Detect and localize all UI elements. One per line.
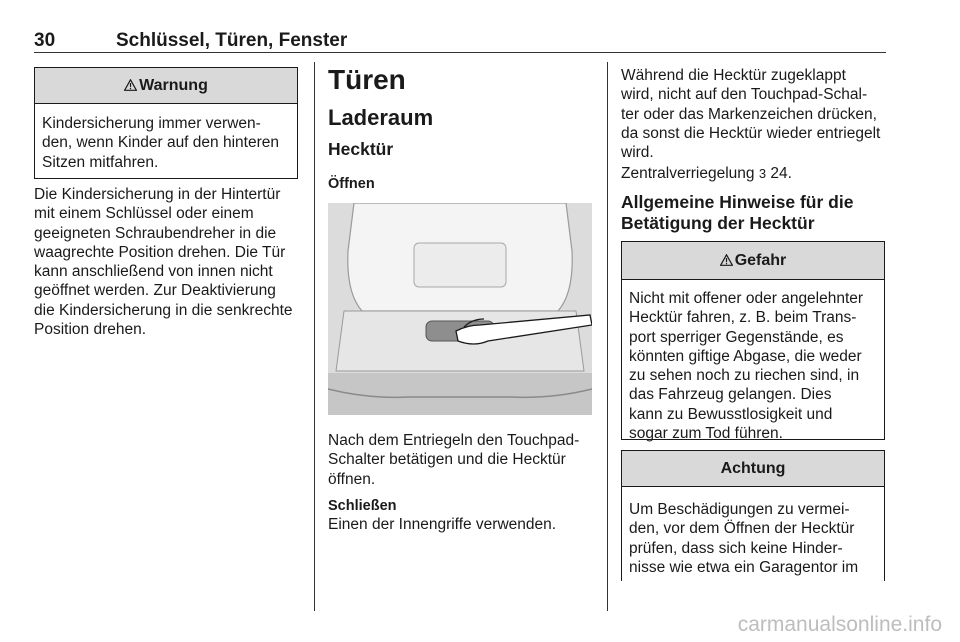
text-line: die Kindersicherung in die senkrechte bbox=[34, 301, 293, 319]
heading-general-notes bbox=[621, 192, 853, 234]
page-header bbox=[34, 30, 886, 52]
caution-box bbox=[621, 450, 885, 581]
text-line: Nicht mit offener oder angelehnter bbox=[629, 290, 864, 307]
text-line: Kindersicherung immer verwen- bbox=[42, 115, 261, 132]
danger-box-title: Gefahr bbox=[734, 252, 787, 269]
text-line: geeigneten Schraubendreher in die bbox=[34, 224, 277, 242]
heading-line: Allgemeine Hinweise für die bbox=[621, 192, 854, 212]
section-heading-tueren: Türen bbox=[328, 64, 406, 95]
danger-box-header bbox=[622, 242, 884, 280]
caution-box-header bbox=[622, 451, 884, 487]
caution-box-title: Achtung bbox=[720, 460, 786, 477]
text-line: sogar zum Tod führen. bbox=[629, 425, 783, 443]
warning-triangle-icon bbox=[124, 79, 137, 91]
unlock-instructions bbox=[328, 431, 600, 489]
text-line: mit einem Schlüssel oder einem bbox=[34, 205, 254, 223]
text-line: Position drehen. bbox=[34, 321, 147, 339]
text-line: könnten giftige Abgase, die weder bbox=[629, 347, 862, 365]
text-line: kann zu Bewusstlosigkeit und bbox=[629, 405, 833, 423]
page-number: 30 bbox=[34, 30, 56, 51]
heading-hecktuer: Hecktür bbox=[328, 139, 394, 159]
reference-label: Zentralverriegelung bbox=[621, 165, 755, 182]
close-instructions: Einen der Innengriffe verwenden. bbox=[328, 516, 557, 533]
text-line: den, wenn Kinder auf den hinteren bbox=[42, 134, 279, 152]
heading-oeffnen: Öffnen bbox=[328, 176, 375, 192]
text-line: das Fahrzeug gelangen. Dies bbox=[629, 386, 832, 404]
text-line: wird, nicht auf den Touchpad-Schal- bbox=[621, 86, 868, 104]
text-line: nisse wie etwa ein Garagentor im bbox=[629, 558, 859, 576]
page-title: Schlüssel, Türen, Fenster bbox=[116, 30, 348, 51]
text-line: den, vor dem Öffnen der Hecktür bbox=[629, 520, 855, 538]
text-line: Schalter betätigen und die Hecktür bbox=[328, 451, 566, 469]
heading-line: Betätigung der Hecktür bbox=[621, 213, 815, 233]
text-line: kann anschließend von innen nicht bbox=[34, 263, 273, 281]
warning-box bbox=[34, 67, 298, 179]
tailgate-closing-paragraph bbox=[621, 66, 893, 162]
warning-box-title: Warnung bbox=[139, 77, 208, 94]
text-line: da sonst die Hecktür wieder entriegelt bbox=[621, 124, 881, 142]
subsection-heading-laderaum: Laderaum bbox=[328, 105, 434, 130]
warning-triangle-icon bbox=[720, 254, 733, 266]
column-divider bbox=[607, 62, 608, 611]
text-line: prüfen, dass sich keine Hinder- bbox=[629, 539, 843, 557]
text-line: wird. bbox=[621, 144, 654, 162]
text-line: Um Beschädigungen zu vermei- bbox=[629, 501, 850, 518]
header-rule bbox=[34, 52, 886, 53]
danger-box bbox=[621, 241, 885, 443]
warning-box-text bbox=[35, 104, 297, 172]
child-lock-paragraph bbox=[34, 185, 306, 339]
reference-arrow-icon: 3 bbox=[758, 166, 767, 181]
text-line: Hecktür fahren, z. B. beim Trans- bbox=[629, 309, 857, 327]
watermark: carmanualsonline.info bbox=[737, 613, 942, 636]
text-line: port sperriger Gegenstände, es bbox=[629, 328, 844, 346]
warning-box-header bbox=[35, 68, 297, 104]
text-line: Sitzen mitfahren. bbox=[42, 153, 159, 171]
text-line: waagrechte Position drehen. Die Tür bbox=[34, 243, 286, 261]
tailgate-illustration bbox=[328, 203, 592, 415]
text-line: Die Kindersicherung in der Hintertür bbox=[34, 186, 281, 203]
cross-reference bbox=[621, 164, 792, 183]
text-line: zu sehen noch zu riechen sind, in bbox=[629, 367, 860, 385]
heading-schliessen: Schließen bbox=[328, 498, 397, 514]
text-line: ter oder das Markenzeichen drücken, bbox=[621, 105, 877, 123]
text-line: Während die Hecktür zugeklappt bbox=[621, 67, 846, 84]
text-line: öffnen. bbox=[328, 470, 376, 488]
text-line: geöffnet werden. Zur Deaktivierung bbox=[34, 282, 276, 300]
reference-page: 24. bbox=[770, 165, 792, 182]
column-divider bbox=[314, 62, 315, 611]
caution-box-text bbox=[622, 487, 884, 577]
text-line: Nach dem Entriegeln den Touchpad- bbox=[328, 432, 580, 449]
danger-box-text bbox=[622, 280, 884, 443]
